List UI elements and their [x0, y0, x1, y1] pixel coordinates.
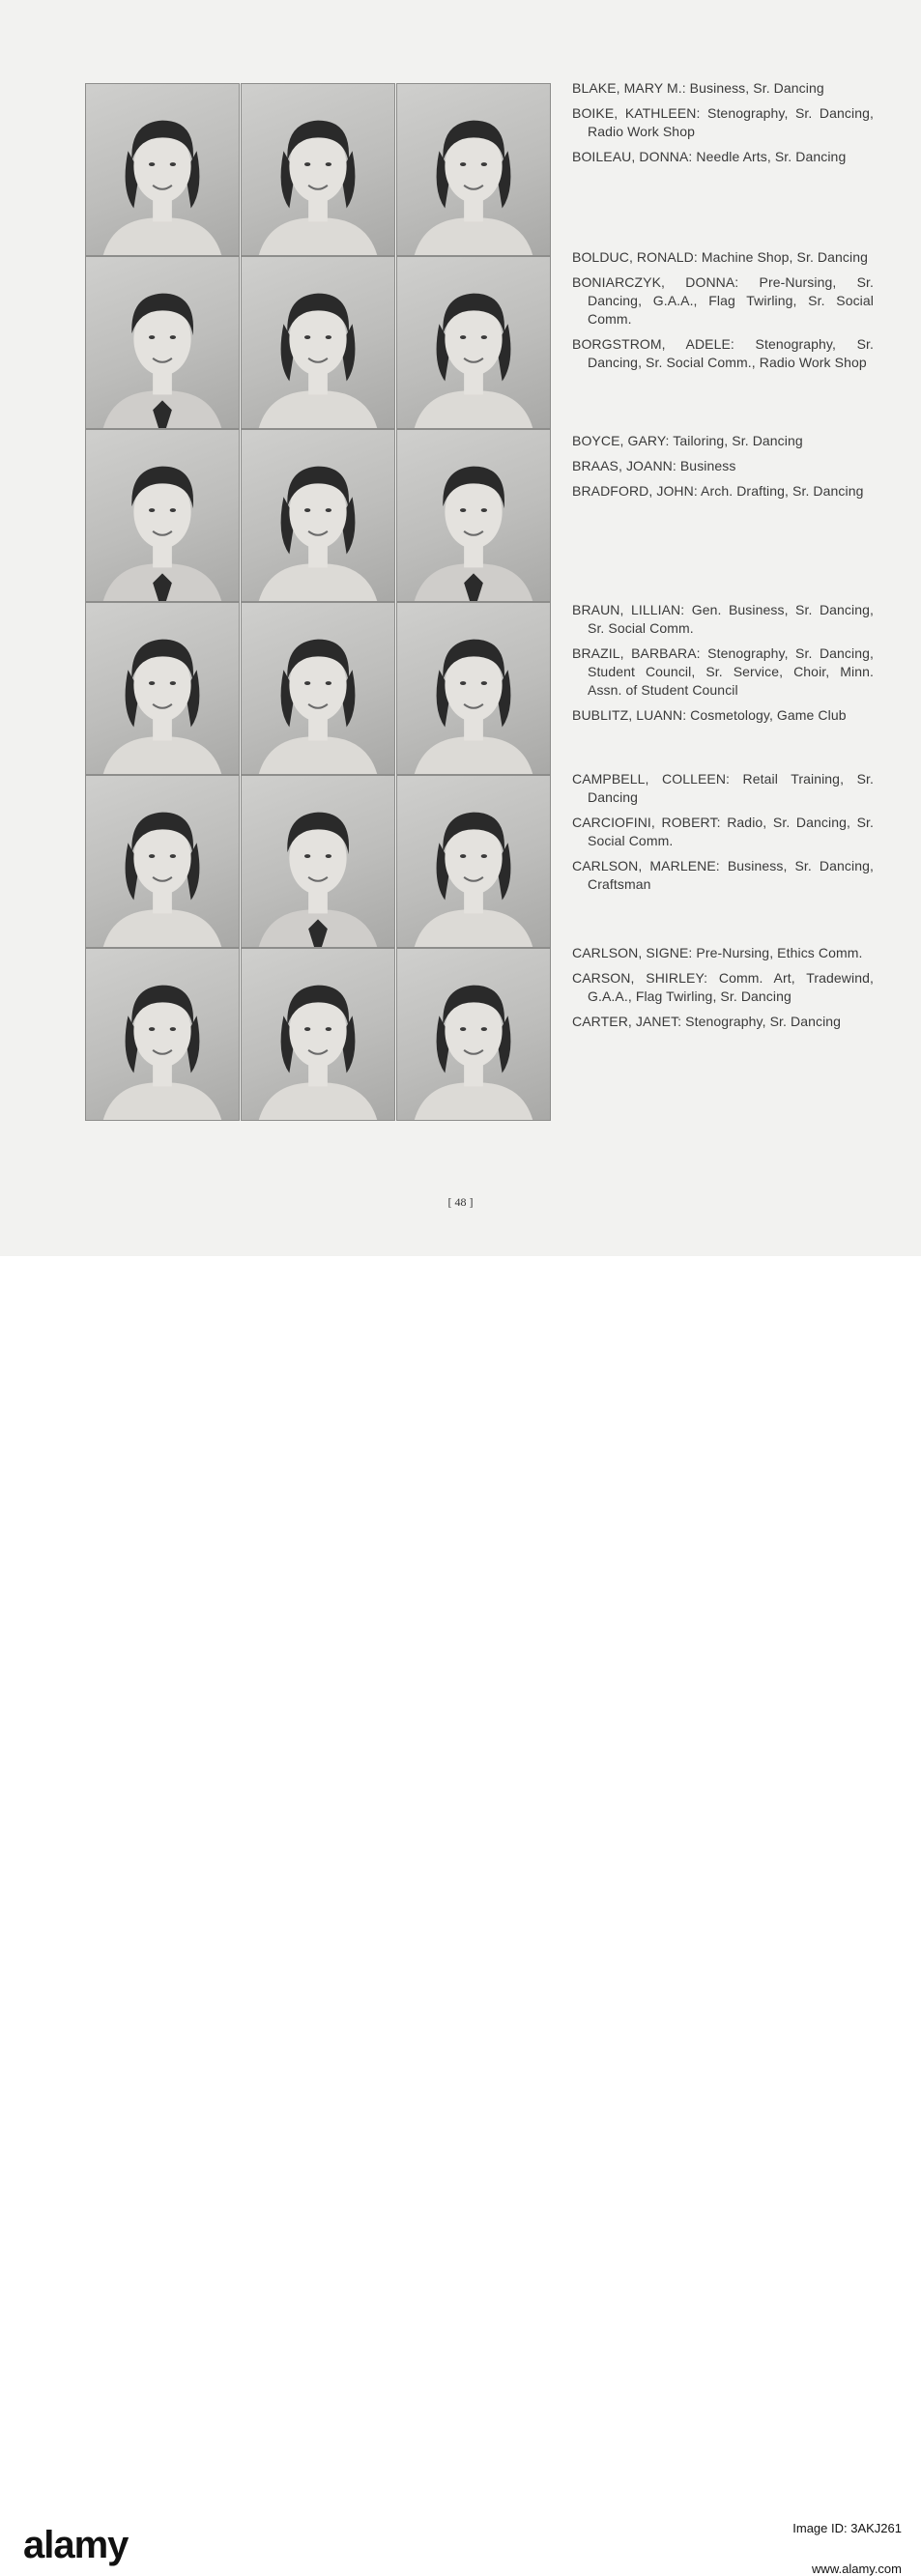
student-portrait: [241, 429, 395, 602]
student-portrait: [85, 83, 240, 256]
student-caption: BOILEAU, DONNA: Needle Arts, Sr. Dancing: [572, 149, 847, 164]
student-caption: BORGSTROM, ADELE: Stenography, Sr. Dancing, Sr. Social Comm., Radio Work Shop: [572, 336, 874, 370]
yearbook-page: [0, 0, 921, 1256]
student-caption: BLAKE, MARY M.: Business, Sr. Dancing: [572, 80, 824, 96]
student-portrait: [85, 256, 240, 429]
student-caption: BUBLITZ, LUANN: Cosmetology, Game Club: [572, 707, 847, 723]
image-id-label: Image ID: 3AKJ261: [792, 2521, 902, 2535]
student-caption: BRAAS, JOANN: Business: [572, 458, 736, 473]
student-portrait: [241, 948, 395, 1121]
student-portrait: [241, 256, 395, 429]
student-caption: CARSON, SHIRLEY: Comm. Art, Tradewind, G.A.A., Flag Twirling, Sr. Dancing: [572, 970, 874, 1004]
student-portrait: [85, 429, 240, 602]
caption-group: [572, 944, 874, 1038]
student-caption: CARTER, JANET: Stenography, Sr. Dancing: [572, 1014, 842, 1029]
student-caption: BRAUN, LILLIAN: Gen. Business, Sr. Dancing, Sr. Social Comm.: [572, 602, 874, 636]
brand-logo[interactable]: [23, 2524, 128, 2567]
student-portrait: [85, 775, 240, 948]
student-portrait: [396, 775, 551, 948]
student-caption: BOLDUC, RONALD: Machine Shop, Sr. Dancing: [572, 249, 869, 265]
site-url-link[interactable]: www.alamy.com: [812, 2562, 902, 2576]
student-portrait: [241, 775, 395, 948]
student-portrait: [396, 602, 551, 775]
caption-group: [572, 79, 874, 173]
brand-logo-text: alamy: [23, 2524, 129, 2566]
caption-group: [572, 248, 874, 379]
student-caption: CAMPBELL, COLLEEN: Retail Training, Sr. Dancing: [572, 771, 874, 805]
caption-group: [572, 601, 874, 731]
student-portrait: [85, 602, 240, 775]
watermark-footer: [0, 1256, 921, 2576]
student-caption: CARCIOFINI, ROBERT: Radio, Sr. Dancing, Sr. Social Comm.: [572, 815, 874, 848]
student-caption: BONIARCZYK, DONNA: Pre-Nursing, Sr. Dancing, G.A.A., Flag Twirling, Sr. Social Comm.: [572, 274, 874, 327]
student-caption: CARLSON, SIGNE: Pre-Nursing, Ethics Comm.: [572, 945, 863, 960]
student-caption: BRADFORD, JOHN: Arch. Drafting, Sr. Dancing: [572, 483, 864, 499]
student-caption: BOYCE, GARY: Tailoring, Sr. Dancing: [572, 433, 803, 448]
student-caption: CARLSON, MARLENE: Business, Sr. Dancing, Craftsman: [572, 858, 874, 892]
portrait-grid: [85, 83, 551, 1121]
student-caption: BRAZIL, BARBARA: Stenography, Sr. Dancing, Student Council, Sr. Service, Choir, Minn. Assn. of Student Council: [572, 645, 874, 698]
caption-group: [572, 770, 874, 901]
student-portrait: [241, 83, 395, 256]
student-portrait: [396, 429, 551, 602]
student-portrait: [396, 948, 551, 1121]
student-portrait: [85, 948, 240, 1121]
student-portrait: [396, 83, 551, 256]
student-caption: BOIKE, KATHLEEN: Stenography, Sr. Dancing, Radio Work Shop: [572, 105, 874, 139]
page-number: [ 48 ]: [447, 1195, 474, 1209]
student-portrait: [241, 602, 395, 775]
student-portrait: [396, 256, 551, 429]
caption-group: [572, 432, 874, 507]
